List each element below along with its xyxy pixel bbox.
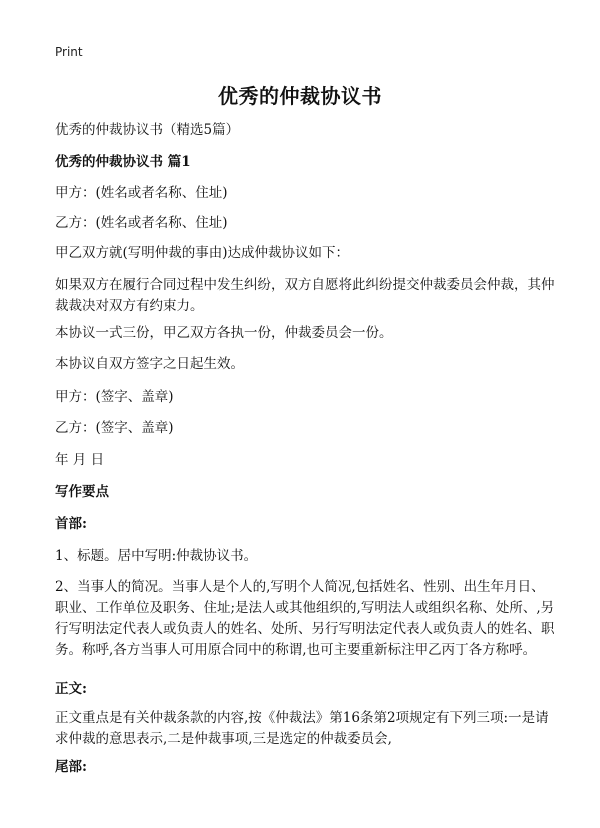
party-b-line: 乙方：(姓名或者名称、住址): [55, 215, 228, 231]
print-link[interactable]: Print: [55, 45, 83, 59]
head-item-parties: 2、当事人的简况。当事人是个人的,写明个人简况,包括姓名、性别、出生年月日、职业、工作单位及职务、住址;是法人或其他组织的,写明法人或组织名称、处所、,另行写明法定代表人或负责人的姓名、处所、另行写明法定代表人或负责人的姓名、职务。称呼,各方当事人可用原合同中的称谓,也可主要重新标注甲乙丙丁各方称呼。: [55, 579, 555, 658]
section-heading: 优秀的仲裁协议书 篇1: [55, 154, 191, 170]
date-line: 年 月 日: [55, 452, 105, 468]
head-item-title: 1、标题。居中写明:仲裁协议书。: [55, 548, 258, 564]
sign-party-a: 甲方：(签字、盖章): [55, 389, 174, 405]
writing-points-heading: 写作要点: [55, 484, 109, 500]
clause-copies: 本协议一式三份，甲乙双方各执一份，仲裁委员会一份。: [55, 325, 393, 341]
clause-dispute: 如果双方在履行合同过程中发生纠纷，双方自愿将此纠纷提交仲裁委员会仲裁，其仲裁裁决对双方有约束力。: [55, 277, 555, 314]
head-section-heading: 首部:: [55, 516, 87, 532]
body-section-heading: 正文:: [55, 681, 87, 697]
sign-party-b: 乙方：(签字、盖章): [55, 420, 174, 436]
agreement-intro: 甲乙双方就(写明仲裁的事由)达成仲裁协议如下：: [55, 245, 350, 261]
document-title: 优秀的仲裁协议书: [218, 84, 382, 108]
party-a-line: 甲方：(姓名或者名称、住址): [55, 185, 228, 201]
subtitle: 优秀的仲裁协议书（精选5篇）: [55, 122, 240, 138]
body-text: 正文重点是有关仲裁条款的内容,按《仲裁法》第16条第2项规定有下列三项:一是请求仲裁的意思表示,二是仲裁事项,三是选定的仲裁委员会,: [55, 710, 549, 747]
clause-effective: 本协议自双方签字之日起生效。: [55, 356, 244, 372]
tail-section-heading: 尾部:: [55, 759, 87, 775]
